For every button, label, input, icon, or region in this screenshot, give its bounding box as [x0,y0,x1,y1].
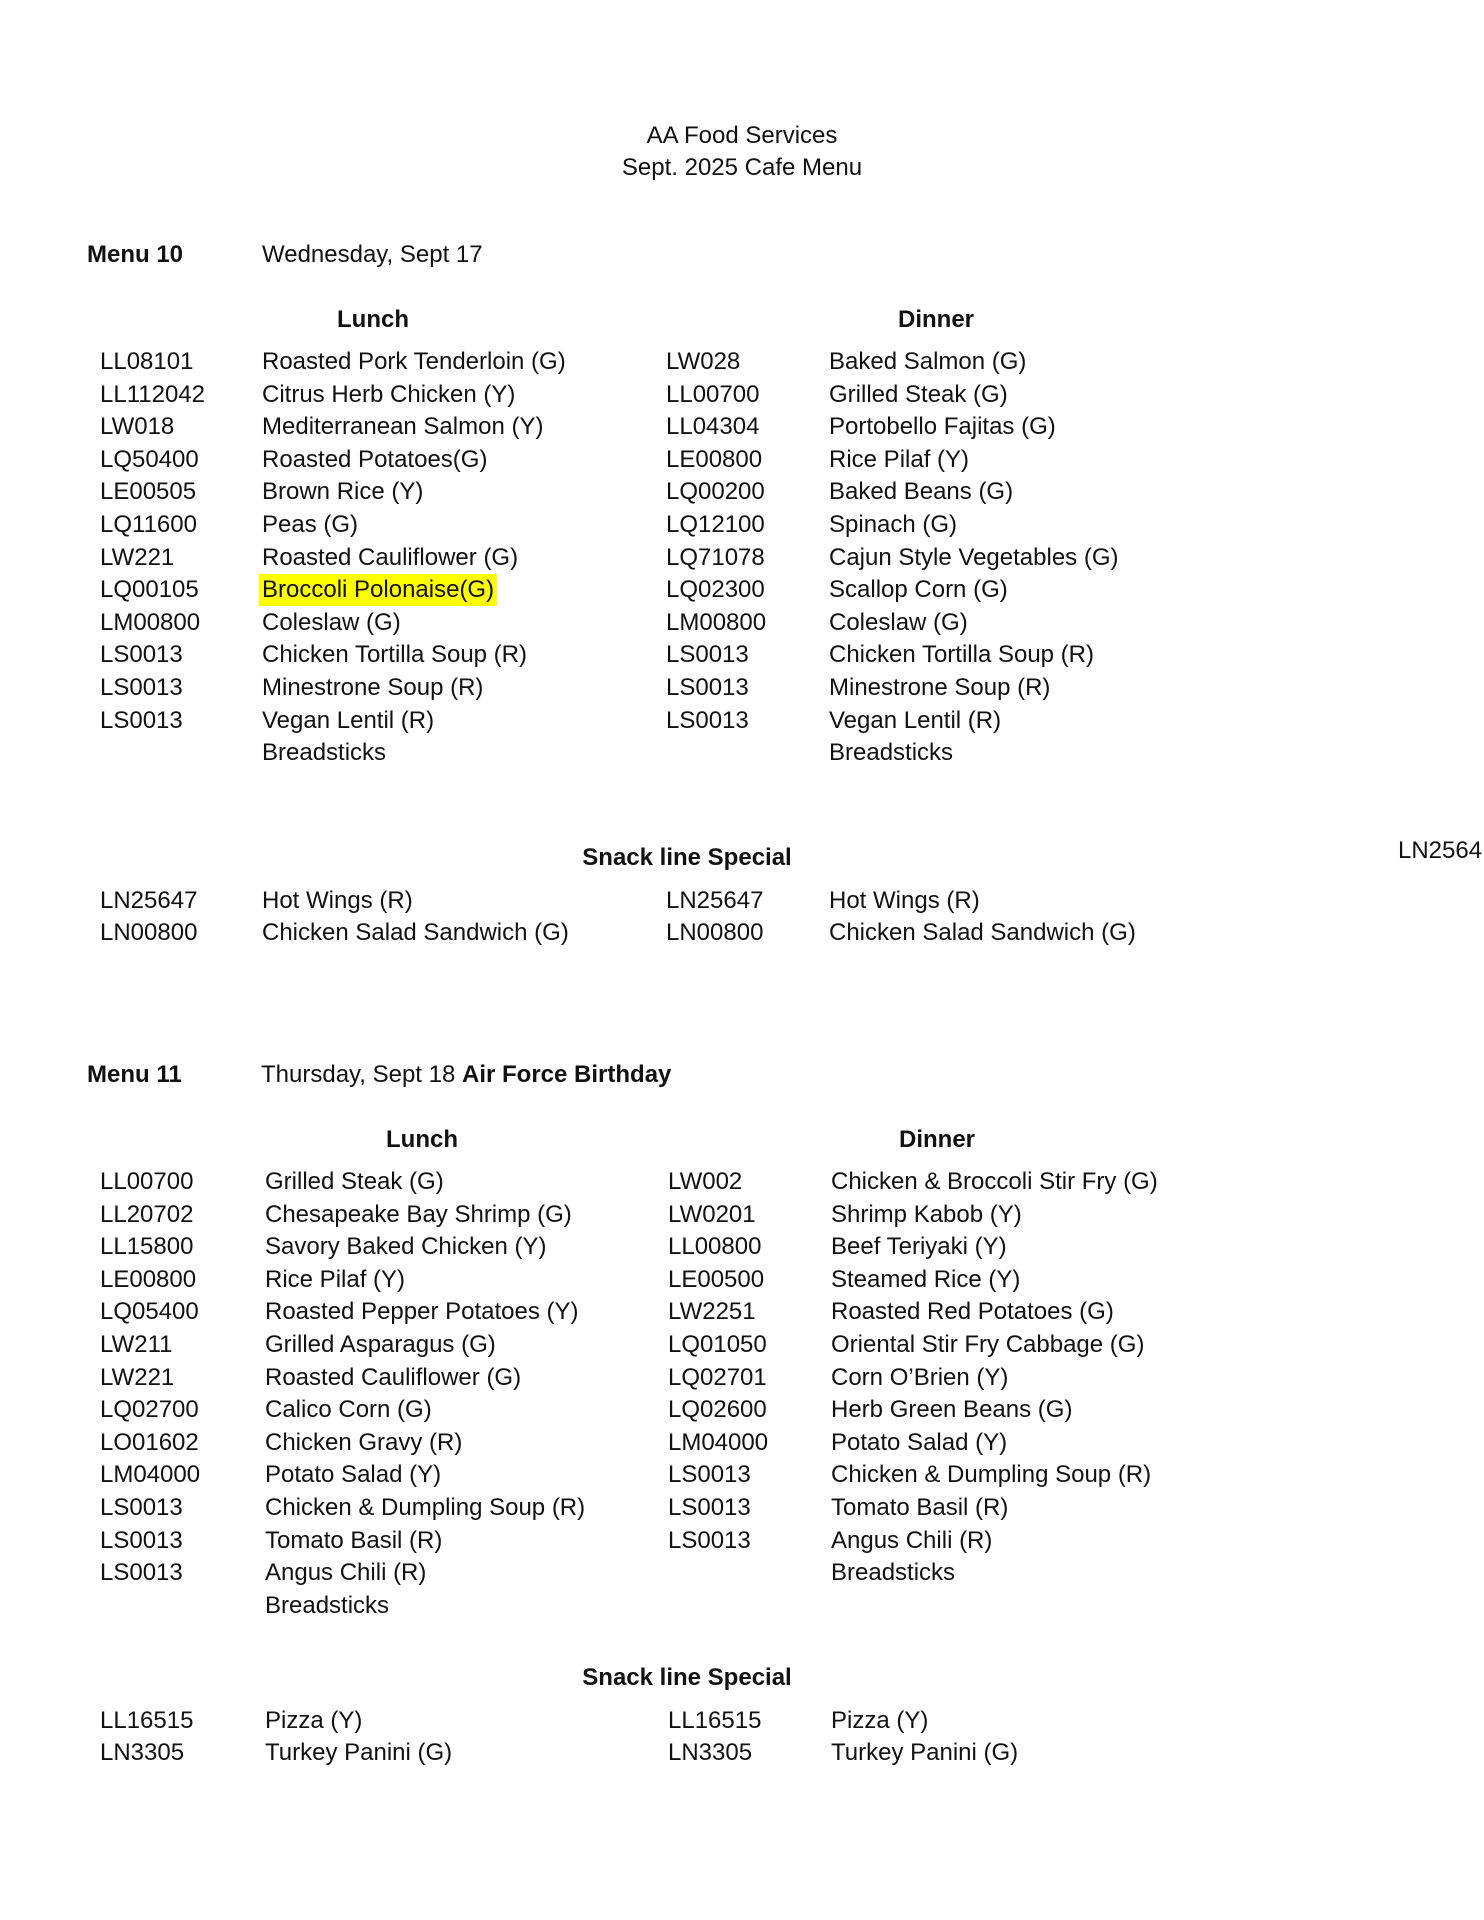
lunch-item-name: Hot Wings (R) [262,887,413,914]
snack-heading: Snack line Special [582,1664,792,1691]
lunch-item-name: Peas (G) [262,511,359,538]
lunch-item-code: LQ02700 [100,1396,199,1424]
lunch-item-name: Roasted Cauliflower (G) [265,1363,522,1391]
lunch-item-code: LE00505 [100,478,197,506]
lunch-item-name: Grilled Steak (G) [265,1168,444,1195]
lunch-item-code: LS0013 [100,674,183,701]
dinner-item-name: Baked Beans (G) [829,478,1014,506]
menu-row [0,1459,1484,1491]
dinner-item-name: Coleslaw (G) [829,608,968,636]
lunch-item-code: LN00800 [100,919,198,946]
dinner-item-name: Pizza (Y) [831,1707,929,1734]
lunch-item-name: Roasted Pepper Potatoes (Y) [265,1298,579,1326]
menu-row [0,1525,1484,1557]
lunch-item-name: Tomato Basil (R) [265,1526,443,1554]
lunch-heading: Lunch [386,1126,458,1153]
menu-row [0,444,1484,476]
lunch-item-code: LL08101 [100,348,194,375]
dinner-item-code: LL00700 [666,380,760,408]
lunch-item-name: Turkey Panini (G) [265,1739,453,1766]
dinner-item-name: Hot Wings (R) [829,887,980,914]
lunch-item-name: Chicken & Dumpling Soup (R) [265,1494,586,1521]
dinner-item-code: LQ71078 [666,543,765,571]
lunch-item-code: LN3305 [100,1739,185,1766]
dinner-item-name: Potato Salad (Y) [831,1428,1008,1456]
dinner-item-name: Tomato Basil (R) [831,1494,1009,1521]
dinner-item-code: LW0201 [668,1200,756,1228]
dinner-item-code: LW002 [668,1168,743,1195]
dinner-item-name: Rice Pilaf (Y) [829,445,970,473]
lunch-item-code: LS0013 [100,1494,183,1521]
lunch-item-code: LL15800 [100,1233,194,1261]
menu-row [0,705,1484,737]
lunch-item-name: Pizza (Y) [265,1707,363,1734]
dinner-item-code: LM00800 [666,608,767,636]
lunch-item-code: LL00700 [100,1168,194,1195]
dinner-item-name: Grilled Steak (G) [829,380,1008,408]
dinner-item-code: LS0013 [666,674,749,701]
dinner-item-code: LQ02300 [666,576,765,604]
lunch-item-name: Calico Corn (G) [265,1396,432,1424]
menu-row [0,917,1484,949]
lunch-item-code: LQ00105 [100,576,199,604]
menu-row [0,1264,1484,1296]
menu-row [0,476,1484,508]
dinner-item-name: Chicken & Broccoli Stir Fry (G) [831,1168,1158,1195]
lunch-item-name: Savory Baked Chicken (Y) [265,1233,547,1261]
lunch-item-name: Brown Rice (Y) [262,478,424,506]
lunch-item-code: LQ11600 [100,511,197,538]
menu-date: Wednesday, Sept 17 [262,241,483,268]
lunch-item-code: LN25647 [100,887,198,914]
menu-row [0,1329,1484,1361]
dinner-item-code: LQ02600 [668,1396,767,1424]
lunch-item-name: Minestrone Soup (R) [262,674,484,701]
dinner-item-code: LW028 [666,348,741,375]
dinner-item-name: Chicken Salad Sandwich (G) [829,919,1136,946]
lunch-item-name: Roasted Pork Tenderloin (G) [262,348,566,375]
menu-date: Thursday, Sept 18 [261,1061,456,1088]
dinner-item-code: LL04304 [666,413,760,441]
dinner-item-code: LL00800 [668,1233,762,1261]
dinner-item-code: LQ01050 [668,1331,767,1358]
lunch-item-code: LM00800 [100,608,201,636]
dinner-item-name: Roasted Red Potatoes (G) [831,1298,1114,1326]
menu-row [0,1705,1484,1737]
menu-row [0,1199,1484,1231]
lunch-item-name: Chicken Gravy (R) [265,1428,463,1456]
lunch-item-code: LS0013 [100,1526,183,1554]
lunch-item-code: LE00800 [100,1265,197,1293]
lunch-item-name: Roasted Potatoes(G) [262,445,488,473]
dinner-item-code: LS0013 [668,1494,751,1521]
dinner-item-name: Steamed Rice (Y) [831,1265,1021,1293]
lunch-item-name: Chesapeake Bay Shrimp (G) [265,1200,572,1228]
dinner-item-code: LS0013 [668,1461,751,1489]
dinner-item-code: LN3305 [668,1739,753,1766]
lunch-item-code: LW211 [100,1331,173,1358]
dinner-item-name: Chicken Tortilla Soup (R) [829,641,1094,669]
menu-row [0,737,1484,769]
lunch-item-name: Coleslaw (G) [262,608,401,636]
dinner-item-name: Breadsticks [829,739,954,767]
dinner-item-code: LE00500 [668,1265,765,1293]
menu-row [0,1296,1484,1328]
lunch-item-name: Rice Pilaf (Y) [265,1265,406,1293]
menu-row [0,1394,1484,1426]
dinner-item-name: Corn O’Brien (Y) [831,1363,1009,1391]
lunch-item-code: LQ05400 [100,1298,199,1326]
dinner-item-name: Scallop Corn (G) [829,576,1008,604]
menu-row [0,672,1484,704]
dinner-item-code: LS0013 [666,641,749,669]
lunch-item-code: LO01602 [100,1428,199,1456]
lunch-item-code: LW018 [100,413,175,441]
dinner-item-code: LQ02701 [668,1363,767,1391]
menu-row [0,379,1484,411]
dinner-item-name: Herb Green Beans (G) [831,1396,1073,1424]
lunch-item-name: Angus Chili (R) [265,1559,427,1587]
dinner-item-code: LS0013 [668,1526,751,1554]
dinner-item-code: LS0013 [666,706,749,734]
lunch-item-code: LQ50400 [100,445,199,473]
dinner-item-code: LL16515 [668,1707,762,1734]
lunch-item-code: LW221 [100,1363,175,1391]
menu-row [0,411,1484,443]
lunch-heading: Lunch [337,306,409,333]
lunch-item-name: Citrus Herb Chicken (Y) [262,380,516,408]
lunch-item-name: Breadsticks [262,739,387,767]
dinner-item-name: Spinach (G) [829,511,958,538]
dinner-item-code: LN25647 [666,887,764,914]
lunch-item-name: Grilled Asparagus (G) [265,1331,496,1358]
dinner-item-name: Turkey Panini (G) [831,1739,1019,1766]
side-note: LN2564 [1398,839,1483,863]
lunch-item-code: LS0013 [100,641,183,669]
menu-label: Menu 10 [87,241,184,268]
lunch-item-name: Mediterranean Salmon (Y) [262,413,544,441]
dinner-item-name: Angus Chili (R) [831,1526,993,1554]
org-name: AA Food Services [646,122,838,149]
menu-row [0,542,1484,574]
page-title: Sept. 2025 Cafe Menu [621,154,863,181]
menu-row [0,1362,1484,1394]
menu-row [0,1492,1484,1524]
lunch-item-name: Breadsticks [265,1591,390,1619]
dinner-item-name: Portobello Fajitas (G) [829,413,1056,441]
lunch-item-code: LL112042 [100,380,205,408]
lunch-item-code: LL20702 [100,1200,194,1228]
lunch-item-name: Chicken Tortilla Soup (R) [262,641,527,669]
dinner-item-code: LQ12100 [666,511,765,538]
menu-row [0,1231,1484,1263]
menu-row [0,885,1484,917]
menu-row [0,509,1484,541]
menu-date-line [261,1063,671,1087]
lunch-item-code: LM04000 [100,1461,201,1489]
menu-row [0,346,1484,378]
dinner-item-code: LN00800 [666,919,764,946]
menu-row [0,639,1484,671]
dinner-item-name: Minestrone Soup (R) [829,674,1051,701]
menu-row [0,1557,1484,1589]
dinner-item-name: Oriental Stir Fry Cabbage (G) [831,1331,1145,1358]
dinner-item-name: Vegan Lentil (R) [829,706,1002,734]
dinner-item-name: Cajun Style Vegetables (G) [829,543,1119,571]
lunch-item-name: Roasted Cauliflower (G) [262,543,519,571]
menu-label: Menu 11 [87,1061,182,1088]
dinner-item-name: Beef Teriyaki (Y) [831,1233,1007,1261]
menu-row [0,1737,1484,1769]
dinner-item-name: Shrimp Kabob (Y) [831,1200,1022,1228]
menu-row [0,1590,1484,1622]
menu-event: Air Force Birthday [462,1061,672,1088]
lunch-item-code: LL16515 [100,1707,194,1734]
dinner-item-code: LQ00200 [666,478,765,506]
dinner-item-name: Chicken & Dumpling Soup (R) [831,1461,1152,1489]
dinner-item-code: LW2251 [668,1298,756,1326]
dinner-item-name: Breadsticks [831,1559,956,1587]
dinner-heading: Dinner [898,306,975,333]
menu-row [0,1166,1484,1198]
dinner-heading: Dinner [899,1126,976,1153]
menu-row [0,607,1484,639]
dinner-item-code: LM04000 [668,1428,769,1456]
menu-row [0,1427,1484,1459]
lunch-item-code: LS0013 [100,706,183,734]
menu-row [0,574,1484,606]
lunch-item-name: Chicken Salad Sandwich (G) [262,919,569,946]
dinner-item-code: LE00800 [666,445,763,473]
dinner-item-name: Baked Salmon (G) [829,348,1027,375]
lunch-item-code: LW221 [100,543,175,571]
lunch-item-name: Vegan Lentil (R) [262,706,435,734]
lunch-item-name: Broccoli Polonaise(G) [259,574,497,606]
lunch-item-code: LS0013 [100,1559,183,1587]
snack-heading: Snack line Special [582,844,792,871]
lunch-item-name: Potato Salad (Y) [265,1461,442,1489]
